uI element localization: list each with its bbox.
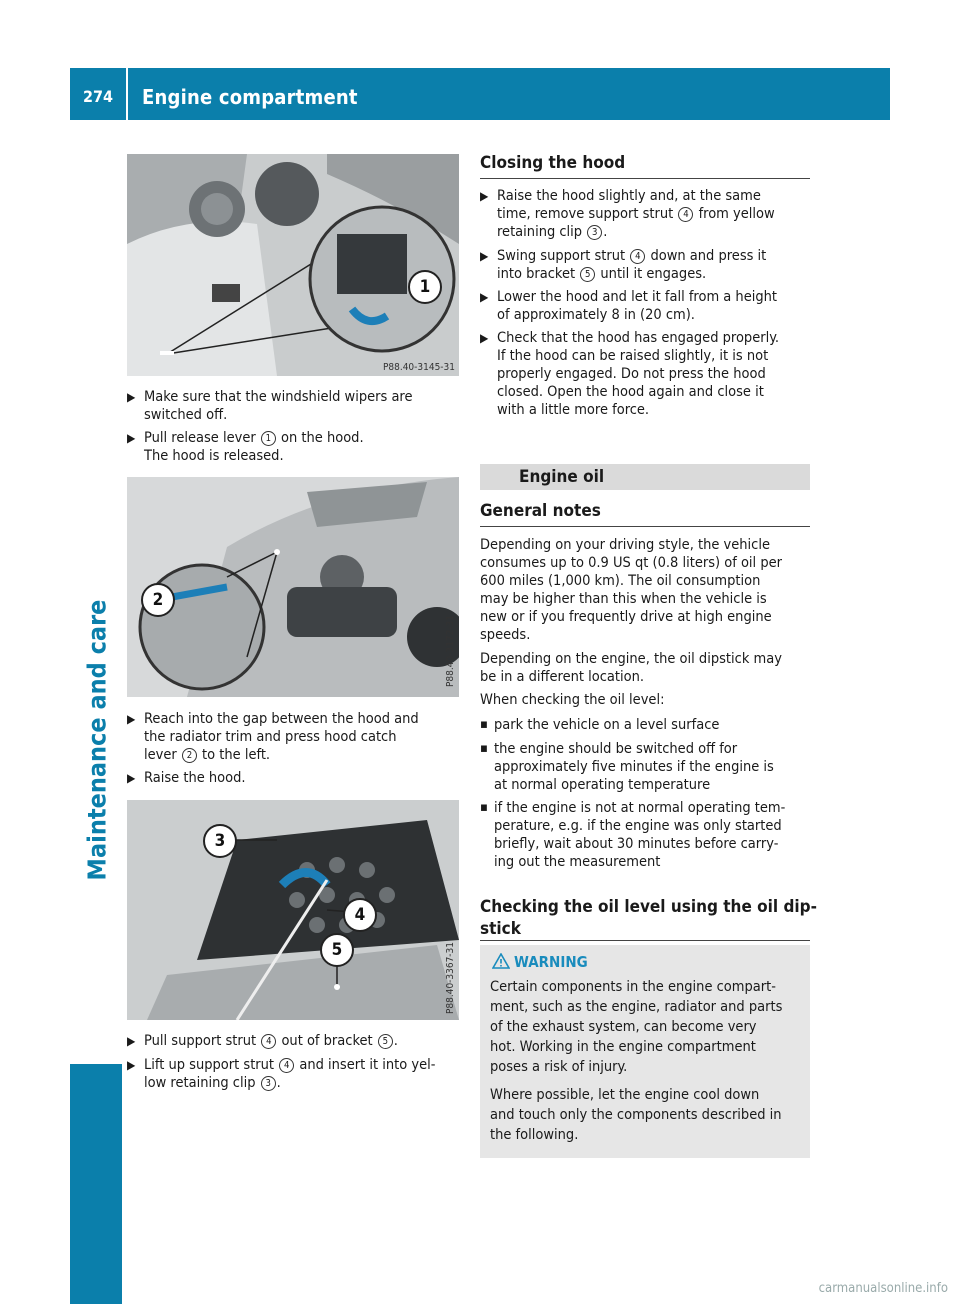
header-divider [126,68,128,120]
step-arrow-icon: ▶ [480,249,489,263]
figure-ref-3: P88.40-3367-31 [445,941,456,1014]
step-arrow-icon: ▶ [127,771,136,785]
step-swing-support-strut: ▶ Swing support strut 4 down and press it into bracket 5 until it engages. [480,248,767,282]
bullet-not-operating-temp: ▪ if the engine is not at normal operating tem- perature, e.g. if the engine was only started briefly, wait about 30 minutes before carry- ing out the measurement [480,800,786,870]
step-press-hood-catch: ▶ Reach into the gap between the hood and the radiator trim and press hood catch lever 2 to the left. [127,711,419,763]
side-tab [74,420,120,1060]
figure-1-illustration [127,154,459,376]
paragraph-oil-consumption: Depending on your driving style, the vehicle consumes up to 0.9 US qt (0.8 liters) of oil per 600 miles (1,000 km). The oil consumption may be higher than this when the vehicle is new or if you frequently drive at high engine speeds. [480,537,782,643]
heading-rule [480,940,810,941]
bullet-icon: ▪ [480,800,488,815]
bullet-icon: ▪ [480,717,488,732]
bullet-engine-off: ▪ the engine should be switched off for approximately five minutes if the engine is at normal operating temperature [480,741,774,793]
section-band-engine-oil [480,464,810,490]
heading-closing-hood: Closing the hood [480,153,626,173]
step-arrow-icon: ▶ [127,431,136,445]
step-pull-support-strut: ▶ Pull support strut 4 out of bracket 5 . [127,1033,398,1049]
callout-2: 2 [141,583,175,617]
chapter-title: Engine compartment [142,85,358,109]
figure-ref-2: P88.40-3172-31 [445,614,456,687]
step-pull-release-lever: ▶ Pull release lever 1 on the hood. The hood is released. [127,430,364,464]
warning-title: WARNING [514,953,588,971]
bullet-icon: ▪ [480,741,488,756]
section-title: Engine oil [519,467,605,487]
heading-rule [480,526,810,527]
warning-box [480,945,810,1158]
page-number: 274 [82,87,114,106]
side-tab-block [70,1064,122,1304]
step-arrow-icon: ▶ [480,331,489,345]
side-tab-label: Maintenance and care [82,599,112,881]
step-check-hood-engaged: ▶ Check that the hood has engaged properly. If the hood can be raised slightly, it is not properly engaged. Do not press the hood closed. Open the hood again and close it with a little more force. [480,330,780,418]
warning-paragraph-cool-down: Where possible, let the engine cool down and touch only the components described in the following. [490,1087,782,1143]
callout-5: 5 [320,933,354,967]
step-arrow-icon: ▶ [127,1034,136,1048]
step-close-raise-hood: ▶ Raise the hood slightly and, at the same time, remove support strut 4 from yellow retaining clip 3 . [480,188,775,240]
footer-watermark: carmanualsonline.info [818,1281,948,1296]
step-arrow-icon: ▶ [127,712,136,726]
callout-1: 1 [408,270,442,304]
step-lower-hood: ▶ Lower the hood and let it fall from a height of approximately 8 in (20 cm). [480,289,778,323]
heading-rule [480,178,810,179]
figure-hood-catch-lever [127,477,459,697]
callout-4: 4 [343,898,377,932]
figure-2-illustration [127,477,459,697]
paragraph-dipstick-location: Depending on the engine, the oil dipstick may be in a different location. [480,651,782,685]
ref-number-2: 2 [182,748,197,763]
warning-paragraph-hot: Certain components in the engine compart- ment, such as the engine, radiator and parts of the exhaust system, can become very hot. Working in the engine compartment poses a risk of injury. [490,979,783,1075]
step-arrow-icon: ▶ [127,1058,136,1072]
figure-hood-release-lever [127,154,459,376]
figure-ref-1: P88.40-3145-31 [382,362,455,373]
ref-number-1: 1 [261,431,276,446]
step-arrow-icon: ▶ [127,390,136,404]
step-raise-hood: ▶ Raise the hood. [127,770,246,786]
callout-3: 3 [203,824,237,858]
step-lift-support-strut: ▶ Lift up support strut 4 and insert it into yel- low retaining clip 3 . [127,1057,436,1091]
page-header [70,68,890,120]
figure-support-strut [127,800,459,1020]
paragraph-checking-intro: When checking the oil level: [480,692,665,708]
heading-general-notes: General notes [480,501,601,521]
figure-3-illustration [127,800,459,1020]
step-arrow-icon: ▶ [480,290,489,304]
step-wipers-off: ▶ Make sure that the windshield wipers are switched off. [127,389,413,423]
step-arrow-icon: ▶ [480,189,489,203]
bullet-level-surface: ▪ park the vehicle on a level surface [480,717,720,733]
warning-triangle-icon [492,953,510,969]
heading-oil-dipstick: Checking the oil level using the oil dip- stick [480,897,817,939]
